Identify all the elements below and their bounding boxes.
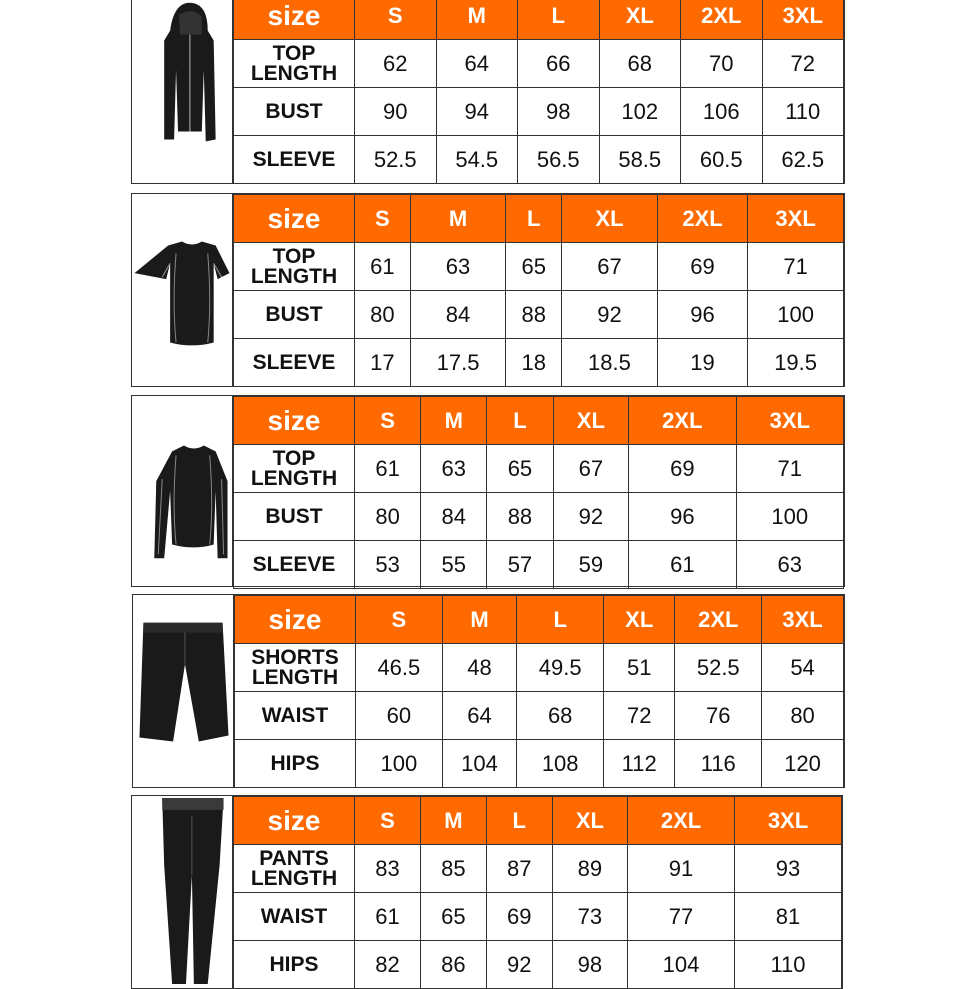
value-cell: 112 [604, 740, 675, 788]
row-label: TOP LENGTH [234, 40, 355, 88]
size-header-cell: M [421, 397, 487, 445]
size-header-row [235, 596, 844, 644]
size-header-cell: XL [599, 0, 681, 40]
size-header-cell: 2XL [657, 195, 747, 243]
size-header-row [234, 195, 844, 243]
value-cell: 66 [518, 40, 600, 88]
value-cell: 98 [552, 941, 627, 989]
value-cell: 60 [356, 692, 443, 740]
value-cell: 72 [604, 692, 675, 740]
size-header-cell: M [442, 596, 517, 644]
row-label: SLEEVE [234, 541, 355, 589]
value-cell: 87 [486, 845, 552, 893]
value-cell: 18.5 [562, 339, 658, 387]
size-table [233, 0, 844, 184]
value-cell: 120 [762, 740, 844, 788]
value-cell: 73 [552, 893, 627, 941]
garment-image-cell [132, 796, 233, 988]
size-header-cell: 3XL [736, 397, 843, 445]
value-cell: 81 [735, 893, 842, 941]
value-cell: 98 [518, 88, 600, 136]
value-cell: 94 [436, 88, 518, 136]
value-cell: 19 [657, 339, 747, 387]
table-row [235, 692, 844, 740]
size-header-cell: L [506, 195, 562, 243]
value-cell: 68 [599, 40, 681, 88]
size-header-cell: S [355, 195, 411, 243]
value-cell: 76 [675, 692, 762, 740]
table-row [234, 493, 844, 541]
value-cell: 65 [487, 445, 553, 493]
value-cell: 100 [736, 493, 843, 541]
size-header-cell: 2XL [675, 596, 762, 644]
value-cell: 88 [487, 493, 553, 541]
value-cell: 116 [675, 740, 762, 788]
value-cell: 82 [355, 941, 421, 989]
value-cell: 83 [355, 845, 421, 893]
value-cell: 86 [420, 941, 486, 989]
table-row [234, 941, 842, 989]
size-chart-hooded-jacket [131, 0, 845, 184]
value-cell: 90 [355, 88, 437, 136]
size-header-cell: 3XL [762, 596, 844, 644]
value-cell: 69 [657, 243, 747, 291]
row-label: PANTS LENGTH [234, 845, 355, 893]
value-cell: 59 [553, 541, 629, 589]
value-cell: 52.5 [675, 644, 762, 692]
table-row [234, 136, 844, 184]
size-table [233, 194, 844, 387]
size-header-cell: M [410, 195, 506, 243]
size-chart-shorts [132, 594, 845, 788]
size-header-cell: S [356, 596, 443, 644]
value-cell: 92 [486, 941, 552, 989]
value-cell: 63 [421, 445, 487, 493]
value-cell: 110 [762, 88, 844, 136]
value-cell: 104 [442, 740, 517, 788]
value-cell: 48 [442, 644, 517, 692]
size-header-cell: 2XL [681, 0, 763, 40]
value-cell: 69 [486, 893, 552, 941]
size-header-label: size [234, 797, 355, 845]
table-row [234, 541, 844, 589]
value-cell: 61 [355, 893, 421, 941]
value-cell: 57 [487, 541, 553, 589]
size-header-label: size [234, 195, 355, 243]
garment-image-cell [132, 194, 233, 386]
size-header-cell: S [355, 397, 421, 445]
size-header-row [234, 397, 844, 445]
row-label: BUST [234, 291, 355, 339]
value-cell: 70 [681, 40, 763, 88]
value-cell: 49.5 [517, 644, 604, 692]
value-cell: 62 [355, 40, 437, 88]
size-header-label: size [234, 397, 355, 445]
value-cell: 19.5 [748, 339, 844, 387]
value-cell: 100 [356, 740, 443, 788]
value-cell: 80 [762, 692, 844, 740]
value-cell: 58.5 [599, 136, 681, 184]
value-cell: 64 [442, 692, 517, 740]
size-header-cell: 3XL [735, 797, 842, 845]
table-row [234, 893, 842, 941]
table-row [235, 740, 844, 788]
value-cell: 61 [355, 243, 411, 291]
value-cell: 18 [506, 339, 562, 387]
table-row [234, 339, 844, 387]
size-header-cell: L [518, 0, 600, 40]
value-cell: 80 [355, 493, 421, 541]
row-label: HIPS [235, 740, 356, 788]
value-cell: 77 [628, 893, 735, 941]
row-label: WAIST [234, 893, 355, 941]
value-cell: 52.5 [355, 136, 437, 184]
value-cell: 67 [553, 445, 629, 493]
value-cell: 71 [748, 243, 844, 291]
value-cell: 67 [562, 243, 658, 291]
value-cell: 110 [735, 941, 842, 989]
row-label: TOP LENGTH [234, 243, 355, 291]
row-label: SHORTS LENGTH [235, 644, 356, 692]
size-header-cell: XL [553, 397, 629, 445]
size-table [233, 396, 844, 589]
size-header-cell: 2XL [628, 797, 735, 845]
value-cell: 88 [506, 291, 562, 339]
value-cell: 68 [517, 692, 604, 740]
value-cell: 69 [629, 445, 736, 493]
value-cell: 60.5 [681, 136, 763, 184]
value-cell: 108 [517, 740, 604, 788]
size-header-cell: S [355, 797, 421, 845]
garment-image-cell [132, 0, 233, 183]
hooded-jacket-icon [132, 0, 232, 183]
size-header-cell: L [486, 797, 552, 845]
size-header-cell: XL [552, 797, 627, 845]
row-label: BUST [234, 88, 355, 136]
table-row [234, 845, 842, 893]
garment-image-cell [132, 396, 233, 586]
value-cell: 96 [629, 493, 736, 541]
value-cell: 53 [355, 541, 421, 589]
size-header-row [234, 797, 842, 845]
value-cell: 71 [736, 445, 843, 493]
size-header-label: size [235, 596, 356, 644]
value-cell: 51 [604, 644, 675, 692]
size-chart-long-sleeve-shirt [131, 395, 845, 587]
value-cell: 104 [628, 941, 735, 989]
value-cell: 80 [355, 291, 411, 339]
compression-pants-icon [132, 796, 232, 988]
value-cell: 96 [657, 291, 747, 339]
value-cell: 93 [735, 845, 842, 893]
table-row [234, 40, 844, 88]
value-cell: 56.5 [518, 136, 600, 184]
value-cell: 62.5 [762, 136, 844, 184]
size-header-cell: 3XL [762, 0, 844, 40]
size-header-cell: S [355, 0, 437, 40]
value-cell: 84 [421, 493, 487, 541]
table-row [234, 445, 844, 493]
table-row [234, 88, 844, 136]
value-cell: 61 [629, 541, 736, 589]
value-cell: 84 [410, 291, 506, 339]
size-header-cell: 3XL [748, 195, 844, 243]
row-label: SLEEVE [234, 136, 355, 184]
value-cell: 72 [762, 40, 844, 88]
table-row [234, 291, 844, 339]
row-label: HIPS [234, 941, 355, 989]
size-header-cell: L [487, 397, 553, 445]
value-cell: 106 [681, 88, 763, 136]
value-cell: 63 [736, 541, 843, 589]
size-chart-compression-pants [131, 795, 843, 989]
value-cell: 17 [355, 339, 411, 387]
value-cell: 102 [599, 88, 681, 136]
shorts-icon [133, 595, 233, 787]
value-cell: 63 [410, 243, 506, 291]
table-row [235, 644, 844, 692]
size-header-cell: XL [562, 195, 658, 243]
value-cell: 61 [355, 445, 421, 493]
size-table [234, 595, 844, 788]
value-cell: 89 [552, 845, 627, 893]
value-cell: 92 [553, 493, 629, 541]
value-cell: 17.5 [410, 339, 506, 387]
value-cell: 65 [420, 893, 486, 941]
size-table [233, 796, 842, 989]
value-cell: 65 [506, 243, 562, 291]
value-cell: 100 [748, 291, 844, 339]
value-cell: 54.5 [436, 136, 518, 184]
short-sleeve-shirt-icon [132, 194, 232, 386]
value-cell: 55 [421, 541, 487, 589]
value-cell: 46.5 [356, 644, 443, 692]
row-label: TOP LENGTH [234, 445, 355, 493]
size-chart-short-sleeve-shirt [131, 193, 845, 387]
size-header-cell: M [420, 797, 486, 845]
size-header-cell: L [517, 596, 604, 644]
size-header-cell: 2XL [629, 397, 736, 445]
size-header-cell: M [436, 0, 518, 40]
garment-image-cell [133, 595, 234, 787]
value-cell: 85 [420, 845, 486, 893]
row-label: WAIST [235, 692, 356, 740]
size-header-label: size [234, 0, 355, 40]
row-label: BUST [234, 493, 355, 541]
value-cell: 54 [762, 644, 844, 692]
value-cell: 92 [562, 291, 658, 339]
size-header-cell: XL [604, 596, 675, 644]
size-header-row [234, 0, 844, 40]
long-sleeve-shirt-icon [132, 396, 232, 586]
table-row [234, 243, 844, 291]
value-cell: 64 [436, 40, 518, 88]
row-label: SLEEVE [234, 339, 355, 387]
value-cell: 91 [628, 845, 735, 893]
